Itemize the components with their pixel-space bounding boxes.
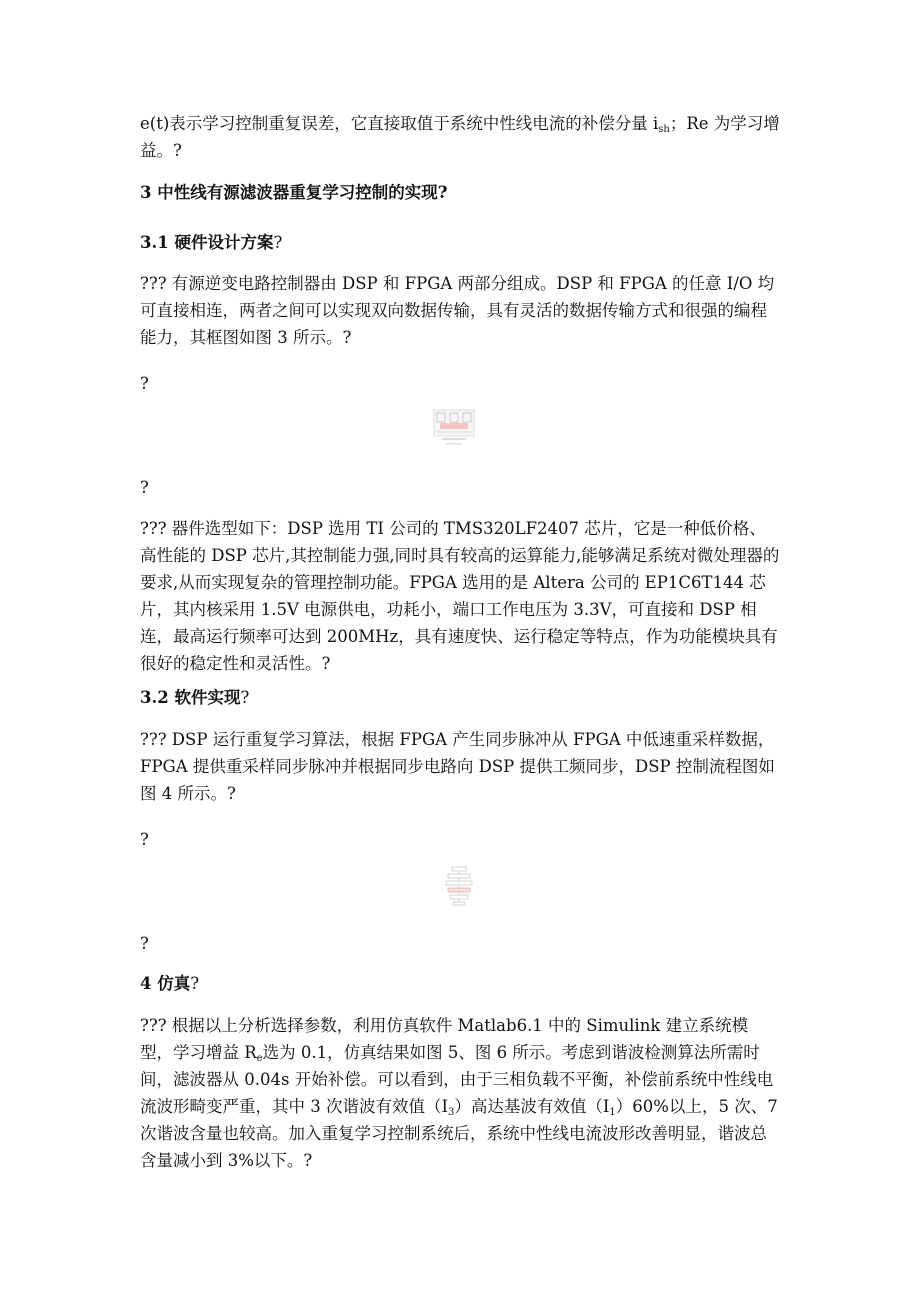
section-4-heading: 4 仿真?	[140, 974, 200, 993]
software-paragraph: ??? DSP 运行重复学习算法，根据 FPGA 产生同步脉冲从 FPGA 中低速重采样数据，FPGA 提供重采样同步脉冲并根据同步电路向 DSP 提供工频同步，DSP 控制流程图如图 4 所示。?	[140, 730, 775, 803]
section-3-heading: 3 中性线有源滤波器重复学习控制的实现?	[140, 183, 448, 202]
flowchart-image	[440, 866, 478, 906]
section-3-1-heading: 3.1 硬件设计方案?	[140, 233, 283, 252]
hardware-paragraph: ??? 有源逆变电路控制器由 DSP 和 FPGA 两部分组成。DSP 和 FPGA 的任意 I/O 均可直接相连，两者之间可以实现双向数据传输，具有灵活的数据传输方式和很强的编程能力，其框图如图 3 所示。?	[140, 274, 775, 347]
device-selection-paragraph: ??? 器件选型如下：DSP 选用 TI 公司的 TMS320LF2407 芯片，它是一种低价格、高性能的 DSP 芯片,其控制能力强,同时具有较高的运算能力,能够满足系统对微处理器的要求,从而实现复杂的管理控制功能。FPGA 选用的是 Altera 公司的 EP1C6T144 芯片，其内核采用 1.5V 电源供电，功耗小，端口工作电压为 3.3V，可直接和 DSP 相连，最高运行频率可达到 200MHz，具有速度快、运行稳定等特点，作为功能模块具有很好的稳定性和灵活性。?	[140, 519, 780, 673]
block-diagram-image	[432, 408, 476, 448]
figure-3-thumbnail	[432, 408, 476, 448]
section-3-2-heading: 3.2 软件实现?	[140, 688, 250, 707]
placeholder-mark: ?	[140, 830, 149, 849]
placeholder-mark: ?	[140, 478, 149, 497]
placeholder-mark: ?	[140, 374, 149, 393]
intro-paragraph: e(t)表示学习控制重复误差，它直接取值于系统中性线电流的补偿分量 $i_{sh}$；Re 为学习增益。?	[140, 114, 780, 160]
placeholder-mark: ?	[140, 934, 149, 953]
simulation-paragraph: ??? 根据以上分析选择参数，利用仿真软件 Matlab6.1 中的 Simulink 建立系统模型，学习增益 $R_e$选为 0.1，仿真结果如图 5、图 6 所示。考虑到谐波检测算法所需时间，滤波器从 0.04s 开始补偿。可以看到，由于三相负载不平衡，补偿前系统中性线电流波形畸变严重，其中 3 次谐波有效值$(I_3)$高达基波有效值$(I_1)60\%$以上，5 次、7 次谐波含量也较高。加入重复学习控制系统后，系统中性线电流波形改善明显，谐波总含量减小到 3%以下。?	[140, 1016, 778, 1170]
figure-4-thumbnail	[440, 866, 478, 906]
